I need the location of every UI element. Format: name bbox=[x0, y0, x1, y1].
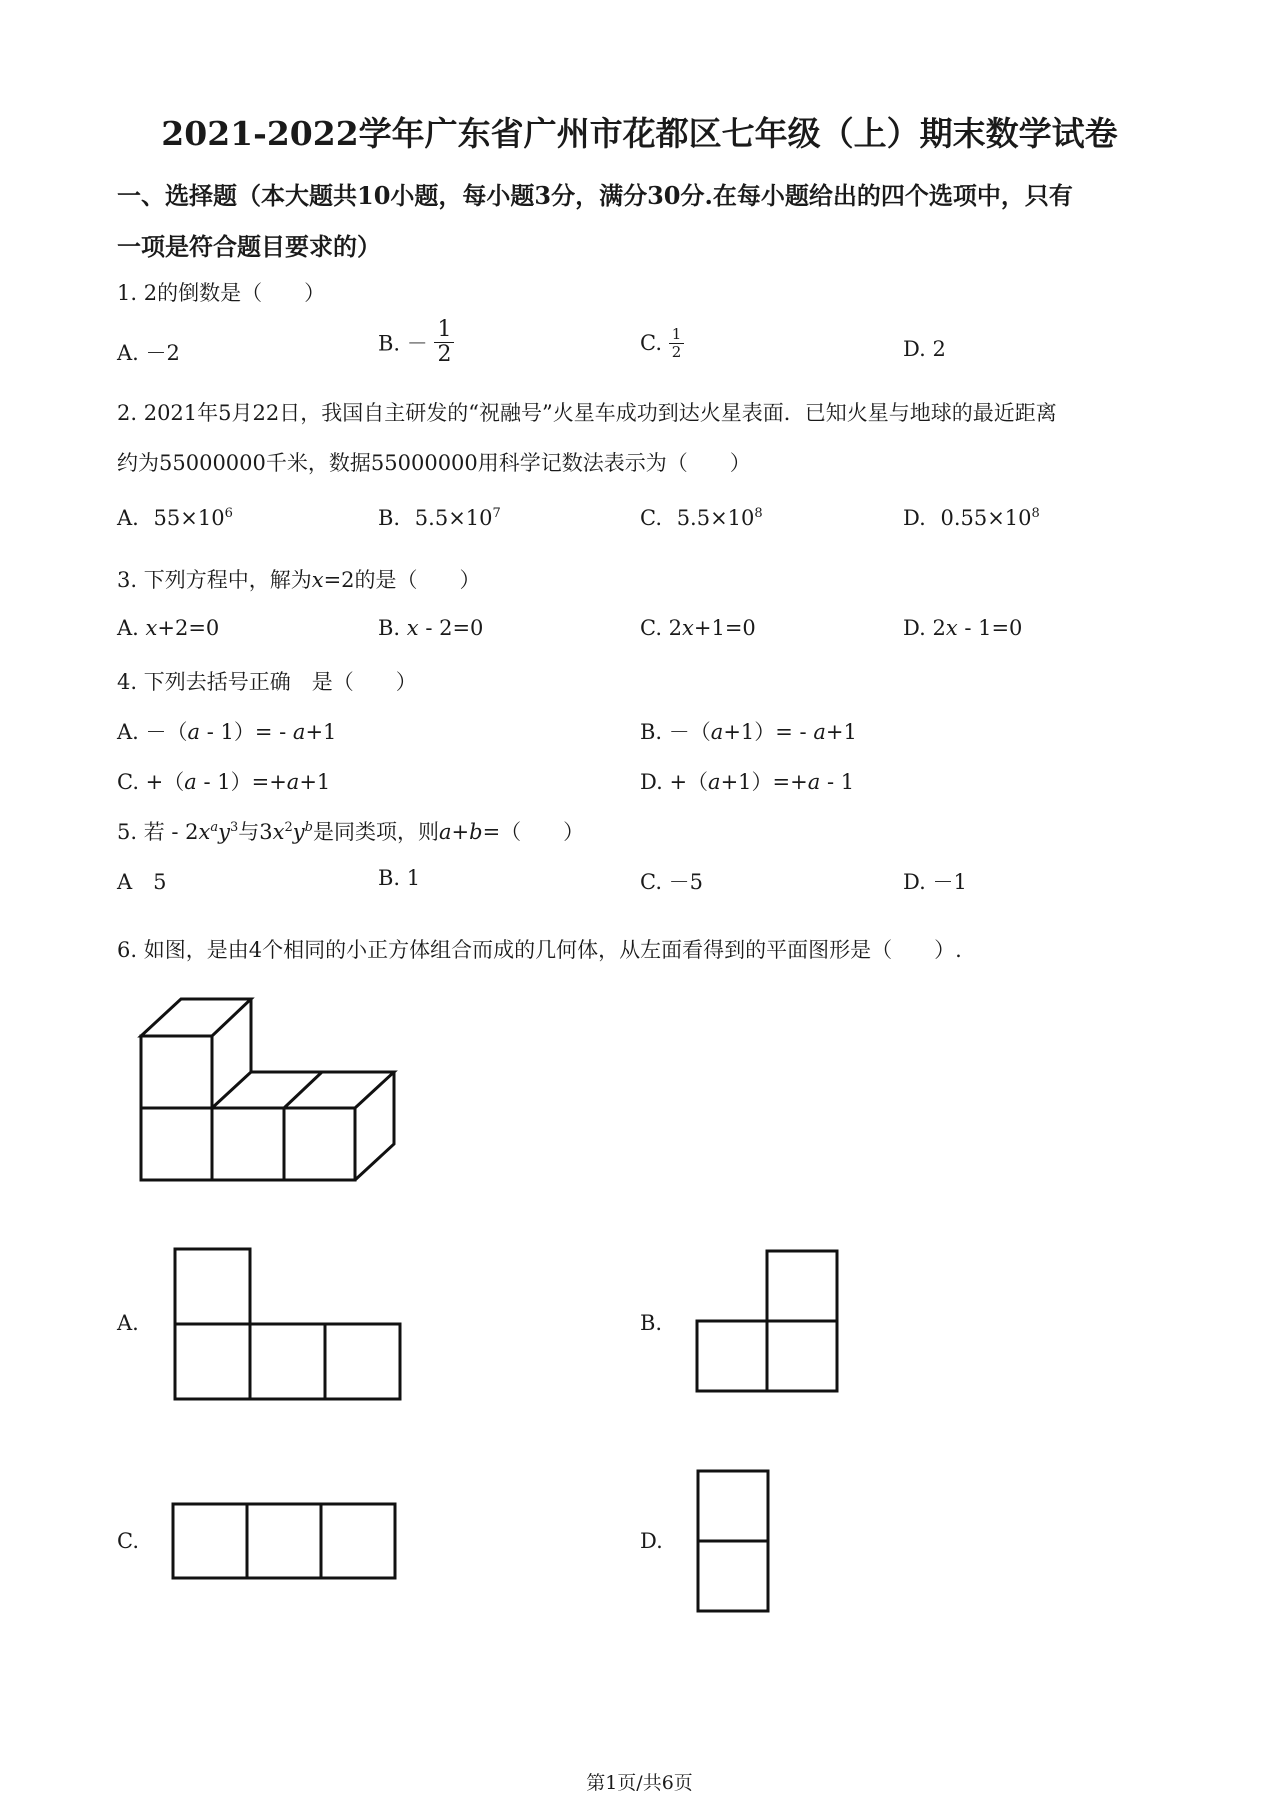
exponent-b: b bbox=[304, 820, 313, 835]
option-text: +1）= - bbox=[723, 720, 814, 744]
option-label: B. bbox=[378, 616, 401, 640]
stem-text: 是同类项，则 bbox=[313, 820, 439, 844]
question-2-option-b bbox=[378, 506, 501, 530]
question-2-stem-line2: 约为55000000千米，数据55000000用科学记数法表示为（ ） bbox=[117, 451, 751, 475]
exponent: 6 bbox=[224, 506, 233, 521]
option-text: +1 bbox=[305, 720, 337, 744]
variable-y: y bbox=[292, 820, 305, 844]
fraction-one-half bbox=[434, 318, 454, 367]
question-6-stem: 6. 如图，是由4个相同的小正方体组合而成的几何体，从左面看得到的平面图形是（ ）. bbox=[117, 938, 962, 962]
option-c-label: C. bbox=[640, 331, 662, 355]
variable-a: a bbox=[813, 720, 826, 744]
variable-x: x bbox=[272, 820, 285, 844]
option-label: D. bbox=[903, 506, 926, 530]
exponent-a: a bbox=[210, 820, 219, 835]
option-value: - 1=0 bbox=[957, 616, 1023, 640]
question-6-option-c-label: C. bbox=[117, 1529, 139, 1553]
question-5-option-b: B. 1 bbox=[378, 866, 421, 890]
question-2-stem-line1: 2. 2021年5月22日，我国自主研发的“祝融号”火星车成功到达火星表面．已知火星与地球的最近距离 bbox=[117, 401, 1057, 425]
variable-a: a bbox=[286, 770, 300, 794]
question-3-option-d bbox=[903, 616, 1022, 640]
variable-a: a bbox=[708, 770, 721, 794]
variable-x: x bbox=[145, 616, 158, 640]
question-1-option-b bbox=[378, 318, 454, 367]
question-1-option-d: D. 2 bbox=[903, 337, 946, 361]
question-6-option-a-label: A. bbox=[117, 1311, 139, 1335]
fraction-denominator: 2 bbox=[671, 342, 682, 361]
option-text: D. +（ bbox=[640, 770, 709, 794]
stem-text: =2的是（ ） bbox=[323, 568, 481, 592]
variable-x: x bbox=[682, 616, 694, 640]
question-2-option-c bbox=[640, 506, 763, 530]
option-text: - 1）=+ bbox=[196, 770, 287, 794]
variable-a: a bbox=[187, 720, 201, 744]
option-b-label: B. － bbox=[378, 331, 428, 356]
question-4-stem: 4. 下列去括号正确 是（ ） bbox=[117, 670, 417, 694]
option-label: A. bbox=[117, 506, 139, 530]
question-6-option-d-label: D. bbox=[640, 1529, 663, 1553]
option-text: A. －（ bbox=[117, 720, 188, 744]
fraction-one-half-small bbox=[669, 326, 685, 360]
option-label: B. bbox=[378, 506, 401, 530]
option-d-view-figure bbox=[690, 1466, 780, 1626]
stem-text: 与3 bbox=[238, 820, 273, 844]
section-heading-line2: 一项是符合题目要求的） bbox=[117, 232, 381, 261]
option-label: A. bbox=[117, 616, 139, 640]
variable-a: a bbox=[807, 770, 821, 794]
stem-text: 5. 若 - 2 bbox=[117, 820, 199, 844]
option-b-view-figure bbox=[690, 1246, 850, 1406]
option-text: +1）=+ bbox=[720, 770, 808, 794]
fraction-denominator: 2 bbox=[437, 342, 452, 368]
exponent: 8 bbox=[1031, 506, 1040, 521]
question-3-stem bbox=[117, 564, 481, 594]
stem-text: =（ ） bbox=[482, 820, 585, 844]
question-3-option-b bbox=[378, 616, 483, 640]
option-a-view-figure bbox=[170, 1244, 410, 1404]
variable-a: a bbox=[710, 720, 724, 744]
section-heading-line1: 一、选择题（本大题共10小题，每小题3分，满分30分.在每小题给出的四个选项中，只有 bbox=[117, 181, 1073, 210]
option-label: C. bbox=[640, 506, 662, 530]
exponent: 7 bbox=[492, 506, 501, 521]
variable-y: y bbox=[218, 820, 231, 844]
variable-x: x bbox=[406, 616, 419, 640]
variable-x: x bbox=[311, 568, 324, 592]
option-label: C. 2 bbox=[640, 616, 683, 640]
question-4-option-a bbox=[117, 716, 336, 746]
option-text: +1 bbox=[825, 720, 857, 744]
question-3-option-a bbox=[117, 616, 219, 640]
variable-x: x bbox=[198, 820, 211, 844]
page-title: 2021-2022学年广东省广州市花都区七年级（上）期末数学试卷 bbox=[161, 114, 1118, 153]
option-value: +1=0 bbox=[693, 616, 756, 640]
option-text: C. +（ bbox=[117, 770, 185, 794]
option-c-view-figure bbox=[168, 1498, 408, 1588]
option-value: +2=0 bbox=[157, 616, 220, 640]
question-2-option-d bbox=[903, 506, 1040, 530]
option-text: +1 bbox=[299, 770, 331, 794]
option-value: 5.5×10 bbox=[676, 506, 755, 530]
question-1-stem: 1. 2的倒数是（ ） bbox=[117, 281, 326, 305]
exponent: 2 bbox=[284, 820, 293, 835]
variable-x: x bbox=[945, 616, 958, 640]
question-5-stem bbox=[117, 816, 584, 846]
question-5-option-d: D. －1 bbox=[903, 870, 967, 894]
question-4-option-c bbox=[117, 766, 330, 796]
question-2-option-a bbox=[117, 506, 233, 530]
question-3-option-c bbox=[640, 616, 756, 640]
cube-solid-figure bbox=[130, 990, 410, 1190]
option-text: - 1 bbox=[820, 770, 855, 794]
question-1-option-c bbox=[640, 326, 684, 360]
question-6-option-b-label: B. bbox=[640, 1311, 663, 1335]
option-value: 5.5×10 bbox=[414, 506, 493, 530]
option-value: 55×10 bbox=[153, 506, 225, 530]
question-5-option-a: A 5 bbox=[117, 870, 167, 894]
question-4-option-d bbox=[640, 766, 854, 796]
stem-text: 3. 下列方程中，解为 bbox=[117, 568, 312, 592]
option-value: - 2=0 bbox=[418, 616, 484, 640]
option-text: B. －（ bbox=[640, 720, 711, 744]
variable-a: a bbox=[184, 770, 197, 794]
variable-a: a bbox=[292, 720, 306, 744]
option-text: - 1）= - bbox=[200, 720, 293, 744]
fraction-numerator: 1 bbox=[669, 326, 685, 344]
fraction-numerator: 1 bbox=[434, 318, 454, 343]
question-4-option-b bbox=[640, 716, 857, 746]
question-1-option-a: A. －2 bbox=[117, 341, 180, 365]
exponent: 8 bbox=[754, 506, 763, 521]
option-value: 0.55×10 bbox=[940, 506, 1032, 530]
expression-a-plus-b: a+b bbox=[439, 820, 483, 844]
exponent: 3 bbox=[230, 820, 239, 835]
option-label: D. 2 bbox=[903, 616, 946, 640]
page-footer: 第1页/共6页 bbox=[586, 1772, 693, 1794]
question-5-option-c: C. －5 bbox=[640, 870, 704, 894]
